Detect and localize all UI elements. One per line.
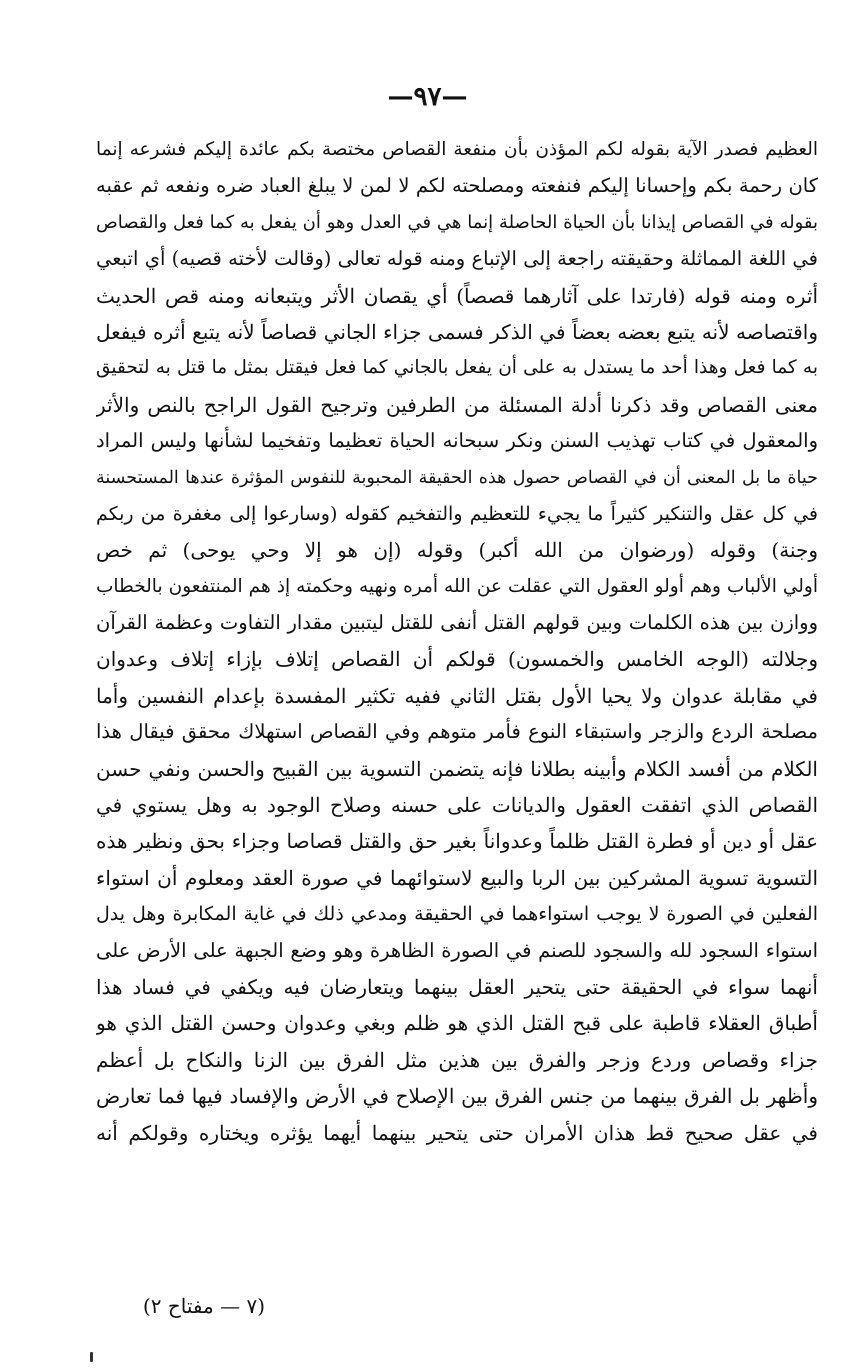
- text-line: عقل أو دين أو فطرة القتل ظلماً وعدواناً بغير حق والقتل قصاصا وجزاء بحق ونظير هذه: [96, 829, 818, 854]
- text-line: التسوية تسوية المشركين بين الربا والبيع لاستوائهما في صورة العقد ومعلوم أن استواء: [96, 865, 818, 890]
- text-line: العظيم فصدر الآية بقوله لكم المؤذن بأن منفعة القصاص مختصة بكم عائدة إليكم فشرعه إنما: [96, 139, 818, 160]
- text-line: وجنة) وقوله (ورضوان من الله أكبر) وقوله (إن هو إلا وحي يوحى) ثم خص: [96, 538, 818, 563]
- signature-mark: (٧ — مفتاح ٢): [142, 1294, 265, 1318]
- text-line: معنى القصاص وقد ذكرنا أدلة المسئلة من الطرفين وترجيح القول الراجح بالنص والأثر: [96, 392, 818, 417]
- text-line: مصلحة الردع والزجر واستبقاء النوع فأمر متوهم وفي القصاص استهلاك محقق فيقال هذا: [96, 720, 818, 744]
- body-text: [96, 132, 818, 1151]
- text-line: واقتصاصه لأنه يتبع بعضه بعضاً في الذكر فسمى جزاء الجاني قصاصاً لأنه يتبع أثره فيفعل: [96, 319, 818, 344]
- text-line: أنهما سواء في الحقيقة حتى يتحير العقل بينهما ويتعارضان فيه ويكفي في فساد هذا: [96, 974, 818, 999]
- text-line: الفعلين في الصورة لا يوجب استواءهما في الحقيقة ومدعي ذلك في غاية المكابرة وهل يدل: [96, 903, 818, 926]
- text-line: أطباق العقلاء قاطبة على قبح القتل الذي هو ظلم وبغي وعدوان وحسن القتل الذي هو: [96, 1011, 818, 1036]
- scan-speck: [90, 1352, 93, 1362]
- text-line: الكلام من أفسد الكلام وأبينه بطلانا فإنه يتضمن التسوية بين القبيح والحسن ونفي حسن: [96, 756, 818, 781]
- text-line: كان رحمة بكم وإحسانا إليكم فنفعته ومصلحته لكم لا لمن لا يبلغ العباد ضره ونفعه ثم عقبه: [96, 174, 818, 198]
- text-line: وأظهر بل الفرق بينهما من جنس الفرق بين الإصلاح في الأرض والإفساد فيها فما تعارض: [96, 1084, 818, 1109]
- text-line: في مقابلة عدوان ولا يحيا الأول بقتل الثاني ففيه تكثير المفسدة بإعدام النفسين وأما: [96, 683, 818, 708]
- text-line: في عقل صحيح قط هذان الأمران حتى يتحير بينهما أيهما يؤثره ويختاره وقولكم أنه: [96, 1120, 818, 1145]
- text-line: جزاء وقصاص وردع وزجر والفرق بين هذين مثل الفرق بين الزنا والنكاح بل أعظم: [96, 1047, 818, 1072]
- text-line: استواء السجود لله والسجود للصنم في الصورة الظاهرة وهو وضع الجبهة على الأرض على: [96, 938, 818, 962]
- text-line: في اللغة المماثلة وحقيقته راجعة إلى الإتباع ومنه قوله تعالى (وقالت لأخته قصيه) أي اتبعي: [96, 247, 818, 271]
- text-line: أولي الألباب وهم أولو العقول التي عقلت عن الله أمره ونهيه وحكمته إذ هم المنتفعون بالخطاب: [96, 575, 818, 597]
- text-line: والمعقول في كتاب تهذيب السنن ونكر سبحانه الحياة تعظيما وتفخيما لشأنها وليس المراد: [96, 429, 818, 453]
- text-line: وجلالته (الوجه الخامس والخمسون) قولكم أن القصاص إتلاف بإزاء إتلاف وعدوان: [96, 647, 818, 672]
- text-line: به كما فعل وهذا أحد ما يستدل به على أن يفعل بالجاني كما فعل فيقتل بمثل ما قتل به لتحقيق: [96, 357, 818, 379]
- text-line: ووازن بين هذه الكلمات وبين قولهم القتل أنفى للقتل ليتبين مقدار التفاوت وعظمة القرآن: [96, 611, 818, 635]
- text-line: أثره ومنه قوله (فارتدا على آثارهما قصصاً) أي يقصان الأثر ويتبعانه ومنه قص الحديث: [96, 283, 818, 308]
- page-number: —٩٧—: [387, 82, 468, 112]
- text-line: في كل عقل والتنكير كثيراً ما يجيء للتعظيم والتفخيم كقوله (وسارعوا إلى مغفرة من ربكم: [96, 502, 818, 525]
- text-line: بقوله في القصاص إيذانا بأن الحياة الحاصلة إنما هي في العدل وهو أن يفعل به كما فعل والقصاص: [96, 211, 818, 233]
- text-line: القصاص الذي اتفقت العقول والديانات على حسنه وصلاح الوجود به وهل يستوي في: [96, 793, 818, 818]
- text-line: حياة ما بل المعنى أن في القصاص حصول هذه الحقيقة المحبوبة للنفوس المؤثرة عندها المستحسنة: [96, 467, 818, 488]
